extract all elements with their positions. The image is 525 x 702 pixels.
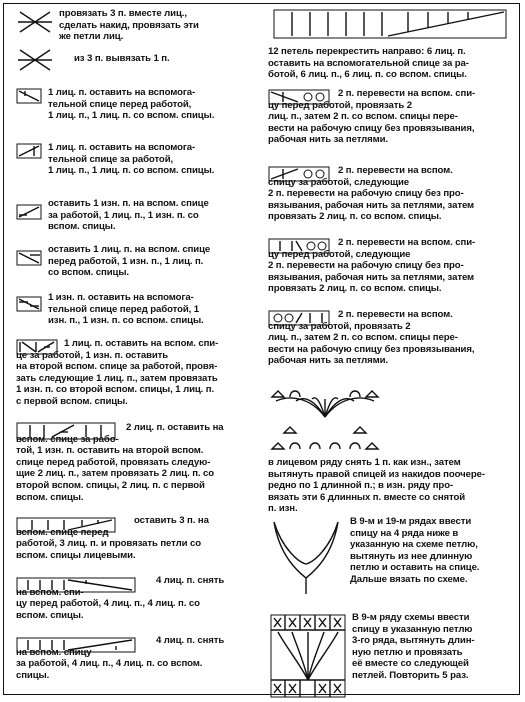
legend-item-c10	[16, 633, 262, 689]
legend-item-c5	[16, 292, 262, 338]
right-column	[268, 6, 516, 702]
legend-text: в лицевом ряду снять 1 п. как изн., затем вытянуть правой спицей из накидов поочере- редно по 1 длинной п.; в изн. ряду про- вязать эти 6 длинных п. вместе со снятой п. изн.	[268, 457, 485, 515]
legend-item-make3	[16, 51, 262, 87]
legend-text: провязать 3 п. вместе лиц., сделать накид, провязать эти же петли лиц.	[59, 8, 199, 43]
legend-text: В 9-м ряду схемы ввести спицу в указанную петлю 3-го ряда, вытянуть длин- ную петлю и провязать её вместе со следующей петлей. Повторить 5 раз.	[352, 612, 475, 681]
legend-text: В 9-м и 19-м рядах ввести спицу на 4 ряда ниже в указанную на схеме петлю, вытянуть из нее длинную петлю и оставить на спице. Дальше вязать по схеме.	[350, 516, 480, 585]
legend-text: 2 п. перевести на вспом. спицу за работой, следующие 2 п. перевести на рабочую спицу без про- вязывания, рабочая нить за петлями, затем провязать 2 лиц. п. со вспом. спицы.	[268, 165, 475, 223]
legend-text: 2 лиц. п. оставить на вспом. спице за рабо- той, 1 изн. п. оставить на второй вспом. спице перед работой, провязать следую- щие 2 лиц. п., затем провязать 2 лиц. п. со второй вспом. спицы, 2 лиц. п. с первой вспом. спицы.	[16, 422, 224, 503]
legend-text: оставить 3 п. на вспом. спице перед работой, 3 лиц. п. и провязать петли со вспом. спицы лицевыми.	[16, 515, 209, 561]
legend-item-r4	[268, 237, 516, 309]
legend-item-r3	[268, 165, 516, 237]
purl-cross-left-icon	[16, 250, 42, 266]
legend-item-c6	[16, 338, 262, 420]
legend-text: 4 лиц. п. снять на вспом. спи- цу перед работой, 4 лиц. п., 4 лиц. п. со вспом. спицы.	[16, 575, 225, 621]
cross-yarn-over-icon	[16, 10, 54, 36]
legend-item-c2	[16, 142, 262, 198]
legend-text: 1 лиц. п. оставить на вспомога- тельной спице перед работой, 1 лиц. п., 1 лиц. п. со вспом. спицы.	[48, 87, 215, 122]
legend-text: 2 п. перевести на вспом. спицу за работой, провязать 2 лиц. п., затем 2 п. со вспом. спицы пере- вести на рабочую спицу без провязывания, рабочая нить за петлями.	[268, 309, 475, 367]
legend-item-c4	[16, 244, 262, 292]
leaf-loop-icon	[270, 518, 342, 598]
legend-item-r2	[268, 88, 516, 165]
legend-text: 1 изн. п. оставить на вспомога- тельной спице перед работой, 1 изн. п., 1 изн. п. со вспом. спицы.	[48, 292, 204, 327]
left-column	[16, 6, 262, 689]
legend-item-r7	[268, 516, 516, 612]
cross-out-icon	[16, 49, 54, 71]
legend-item-c9	[16, 573, 262, 633]
cable-12-icon	[268, 6, 512, 42]
legend-item-c1	[16, 87, 262, 142]
legend-text: из 3 п. вывязать 1 п.	[74, 53, 170, 64]
legend-item-c8	[16, 513, 262, 573]
legend-text: оставить 1 изн. п. на вспом. спице за работой, 1 лиц. п., 1 изн. п. со вспом. спицы.	[48, 198, 209, 233]
legend-item-c7	[16, 420, 262, 513]
legend-item-k3tog-yo	[16, 6, 262, 51]
purl-cross-icon	[16, 296, 42, 312]
legend-text: оставить 1 лиц. п. на вспом. спице перед работой, 1 изн. п., 1 лиц. п. со вспом. спицы.	[48, 244, 211, 279]
legend-item-r6	[268, 391, 516, 516]
grid-fan-icon	[270, 614, 346, 698]
legend-text: 2 п. перевести на вспом. спи- цу перед работой, провязать 2 лиц. п., затем 2 п. со вспом. спицы пере- вести на рабочую спицу без провязывания, рабочая нить за петлями.	[268, 88, 476, 146]
legend-text: 4 лиц. п. снять на вспом. спицу за работой, 4 лиц. п., 4 лиц. п. со вспом. спицы.	[16, 635, 225, 681]
fan-elongated-icon	[270, 387, 380, 453]
legend-text: 1 лиц. п. оставить на вспом. спи- це за работой, 1 изн. п. оставить на второй вспом. спице за работой, провя- зать следующие 1 лиц. п., затем провязать 1 изн. п. со второй вспом. спицы, 1 лиц. п. с первой вспом. спицы.	[16, 338, 219, 407]
legend-item-r8	[268, 612, 516, 702]
legend-item-c3	[16, 198, 262, 244]
legend-text: 12 петель перекрестить направо: 6 лиц. п. оставить на вспомогательной спице за ра- ботой, 6 лиц. п., 6 лиц. п. со вспом. спицы.	[268, 46, 469, 81]
legend-item-r5	[268, 309, 516, 391]
purl-cross-right-icon	[16, 204, 42, 220]
legend-text: 2 п. перевести на вспом. спи- цу перед работой, следующие 2 п. перевести на рабочую спицу без про- вязывания, рабочая нить за петлями, затем провязать 2 лиц. п. со вспом. спицы.	[268, 237, 476, 295]
cable-2-left-icon	[16, 143, 42, 159]
legend-item-r1	[268, 6, 516, 88]
legend-text: 1 лиц. п. оставить на вспомога- тельной спице за работой, 1 лиц. п., 1 лиц. п. со вспом. спицы.	[48, 142, 215, 177]
cable-2-right-icon	[16, 88, 42, 104]
